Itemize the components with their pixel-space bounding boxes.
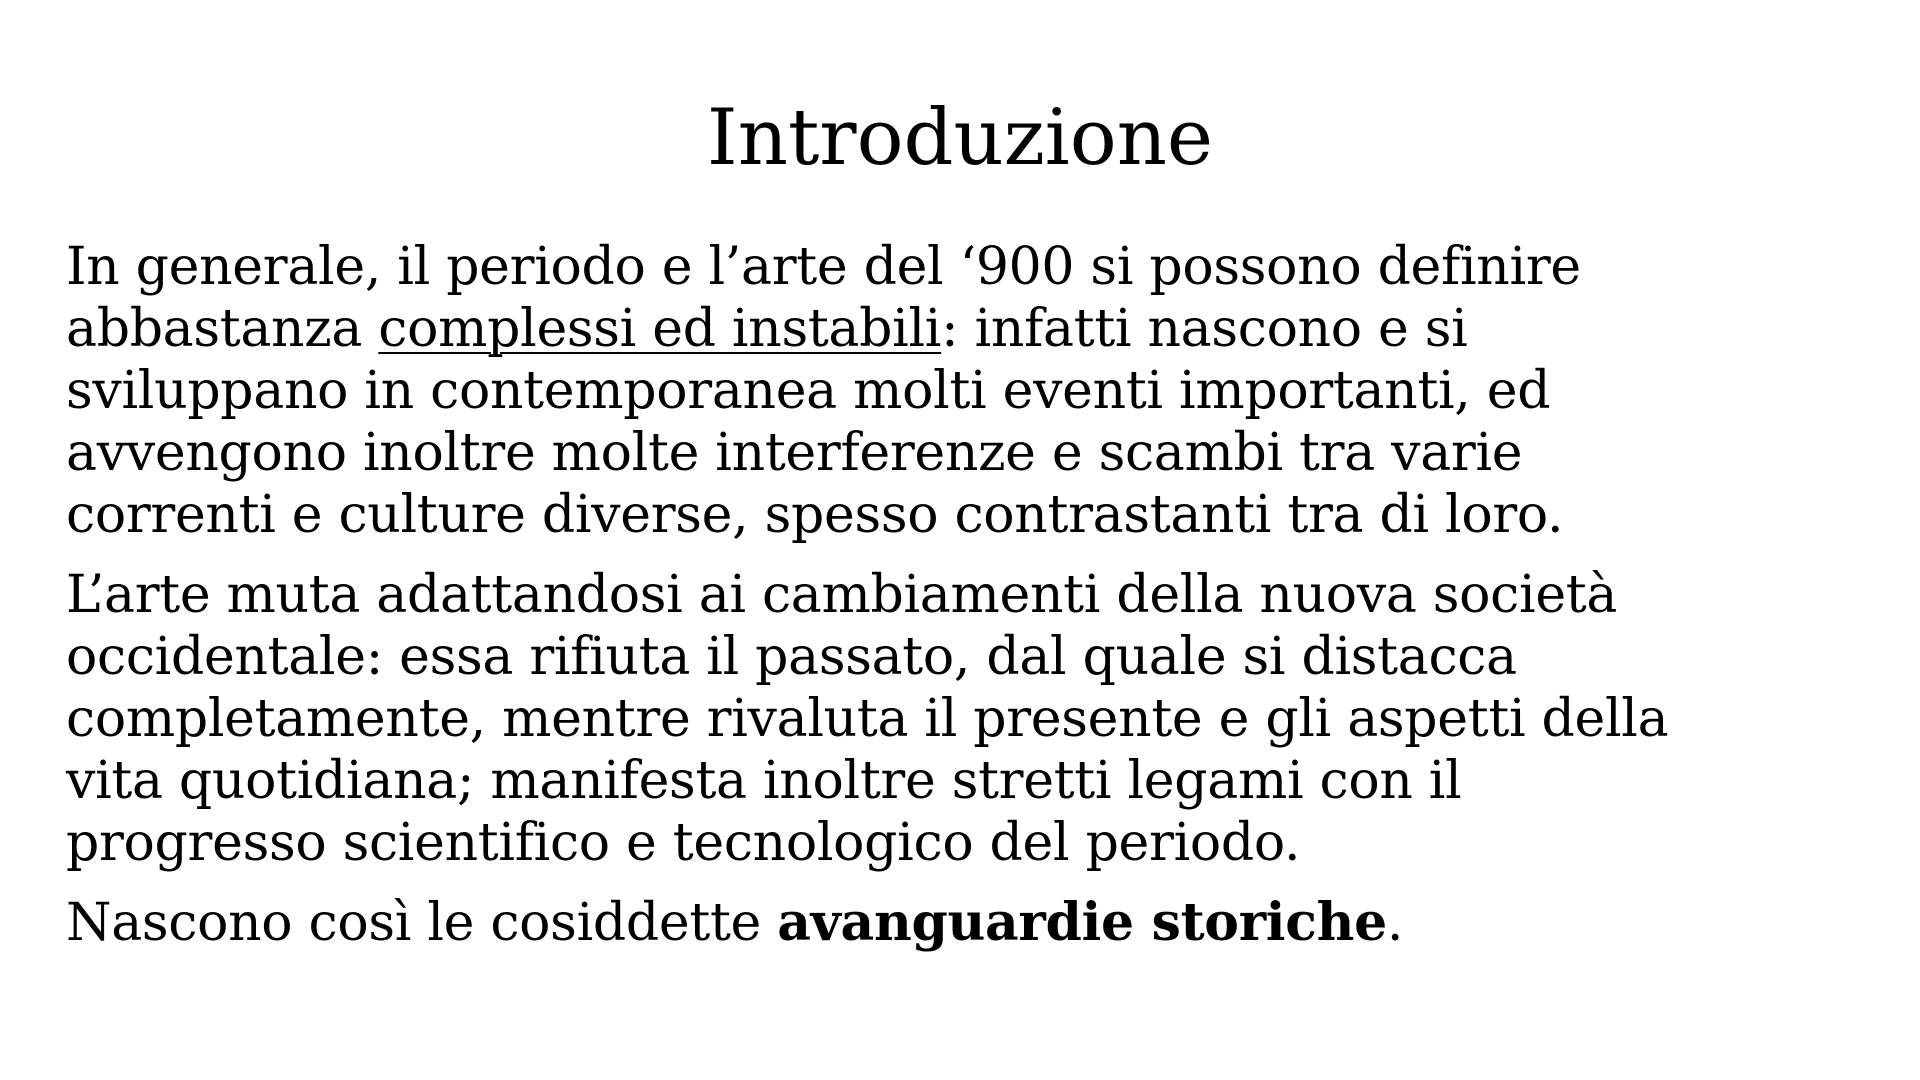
text-line: In generale, il periodo e l’arte del ‘900 si possono definire xyxy=(66,237,1581,297)
text-run: . xyxy=(1386,893,1404,953)
text-line: completamente, mentre rivaluta il presente e gli aspetti della xyxy=(66,689,1669,749)
text-line xyxy=(66,892,1896,954)
underlined-phrase: complessi ed instabili xyxy=(378,299,942,359)
text-line: avvengono inoltre molte interferenze e scambi tra varie xyxy=(66,423,1523,483)
text-line: L’arte muta adattandosi ai cambiamenti della nuova società xyxy=(66,565,1618,625)
text-line: occidentale: essa rifiuta il passato, dal quale si distacca xyxy=(66,627,1517,687)
text-line: progresso scientifico e tecnologico del periodo. xyxy=(66,813,1301,873)
text-line: sviluppano in contemporanea molti eventi importanti, ed xyxy=(66,361,1551,421)
text-line: correnti e culture diverse, spesso contrastanti tra di loro. xyxy=(66,485,1564,545)
slide-title: Introduzione xyxy=(706,93,1214,183)
bold-phrase: avanguardie storiche xyxy=(777,892,1387,953)
text-run: Nascono così le cosiddette xyxy=(66,893,778,953)
paragraph-1 xyxy=(66,236,1896,546)
text-run: : infatti nascono e si xyxy=(941,299,1468,359)
paragraph-2 xyxy=(66,564,1896,874)
slide-body xyxy=(66,236,1896,972)
text-line: vita quotidiana; manifesta inoltre stretti legami con il xyxy=(66,751,1462,811)
paragraph-3 xyxy=(66,892,1896,954)
text-run: abbastanza xyxy=(66,299,379,359)
text-line xyxy=(66,298,1896,360)
